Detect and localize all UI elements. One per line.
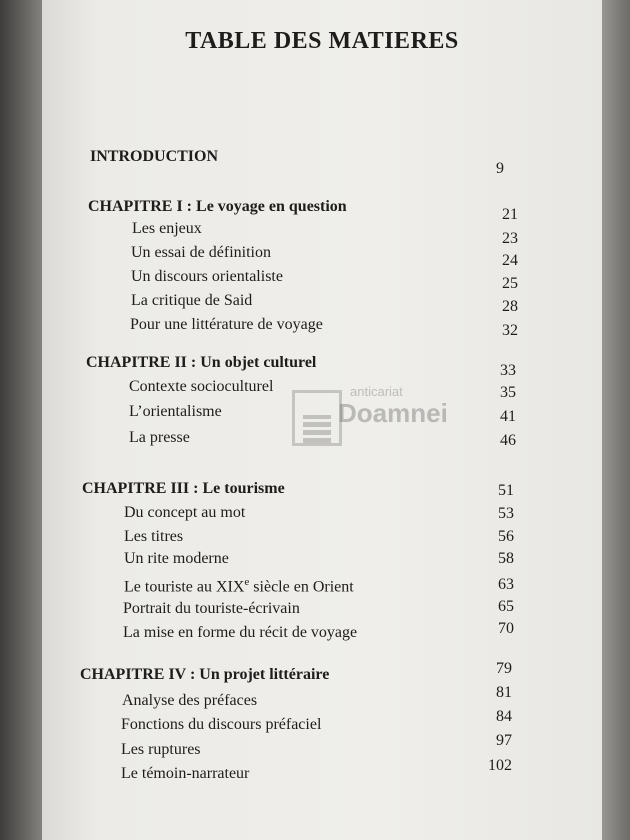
chapter-number: CHAPITRE II :: [86, 354, 197, 371]
toc-entry: Fonctions du discours préfaciel: [121, 716, 322, 733]
toc-entry-page: 23: [502, 230, 518, 247]
chapter-heading: [82, 480, 285, 498]
toc-entry: Pour une littérature de voyage: [130, 316, 323, 333]
toc-entry-page: 81: [496, 684, 512, 701]
introduction-label: INTRODUCTION: [90, 148, 219, 165]
toc-entry-page: 63: [498, 576, 514, 593]
page-gutter-shadow: [0, 0, 46, 840]
chapter-number: CHAPITRE IV :: [80, 666, 196, 683]
toc-entry: Analyse des préfaces: [122, 692, 258, 709]
chapter-name: Le tourisme: [202, 480, 285, 497]
chapter-page-number: 33: [500, 362, 516, 379]
toc-entry: La presse: [129, 429, 190, 446]
toc-entry: Les ruptures: [121, 741, 201, 758]
watermark-book-icon: [292, 390, 342, 446]
toc-entry-page: 35: [500, 384, 516, 401]
toc-entry: Le témoin-narrateur: [121, 765, 250, 782]
toc-entry: Du concept au mot: [124, 504, 246, 521]
toc-entry: Les enjeux: [132, 220, 202, 237]
toc-entry-page: 58: [498, 550, 514, 567]
toc-entry-page: 28: [502, 298, 518, 315]
toc-entry: Les titres: [124, 528, 184, 545]
toc-entry-page: 53: [498, 505, 514, 522]
toc-entry-sup: Le touriste au XIXe siècle en Orient: [124, 576, 354, 596]
book-page: [42, 0, 602, 840]
toc-entry: Un essai de définition: [131, 244, 271, 261]
watermark-line2: Doamnei: [338, 398, 448, 428]
toc-entry: Portrait du touriste-écrivain: [123, 600, 300, 617]
watermark-line1: anticariat: [350, 384, 403, 399]
chapter-heading: [80, 666, 329, 684]
toc-entry-page: 102: [488, 757, 512, 774]
chapter-heading: [86, 354, 316, 372]
toc-entry-page: 97: [496, 732, 512, 749]
toc-entry-page: 70: [498, 620, 514, 637]
chapter-page-number: 21: [502, 206, 518, 223]
chapter-name: Un objet culturel: [200, 354, 317, 371]
toc-entry-page: 84: [496, 708, 512, 725]
toc-entry-page: 25: [502, 275, 518, 292]
toc-entry: La critique de Said: [131, 292, 253, 309]
page-right-edge: [600, 0, 630, 840]
toc-entry: Contexte socioculturel: [129, 378, 274, 395]
chapter-number: CHAPITRE I :: [88, 198, 193, 215]
toc-entry: Un rite moderne: [124, 550, 229, 567]
toc-entry-page: 32: [502, 322, 518, 339]
chapter-page-number: 51: [498, 482, 514, 499]
toc-entry-page: 56: [498, 528, 514, 545]
page-title: TABLE DES MATIERES: [185, 28, 459, 54]
toc-entry: La mise en forme du récit de voyage: [123, 624, 358, 641]
toc-entry-page: 65: [498, 598, 514, 615]
watermark: [292, 380, 448, 460]
chapter-heading: [88, 198, 347, 216]
toc-entry: L’orientalisme: [129, 403, 222, 420]
toc-entry-page: 24: [502, 252, 518, 269]
chapter-number: CHAPITRE III :: [82, 480, 199, 497]
toc-entry-page: 46: [500, 432, 516, 449]
chapter-name: Un projet littéraire: [199, 666, 330, 683]
toc-entry-page: 41: [500, 408, 516, 425]
introduction-page-number: 9: [496, 160, 504, 177]
chapter-name: Le voyage en question: [196, 198, 347, 215]
toc-entry: Un discours orientaliste: [131, 268, 283, 285]
chapter-page-number: 79: [496, 660, 512, 677]
